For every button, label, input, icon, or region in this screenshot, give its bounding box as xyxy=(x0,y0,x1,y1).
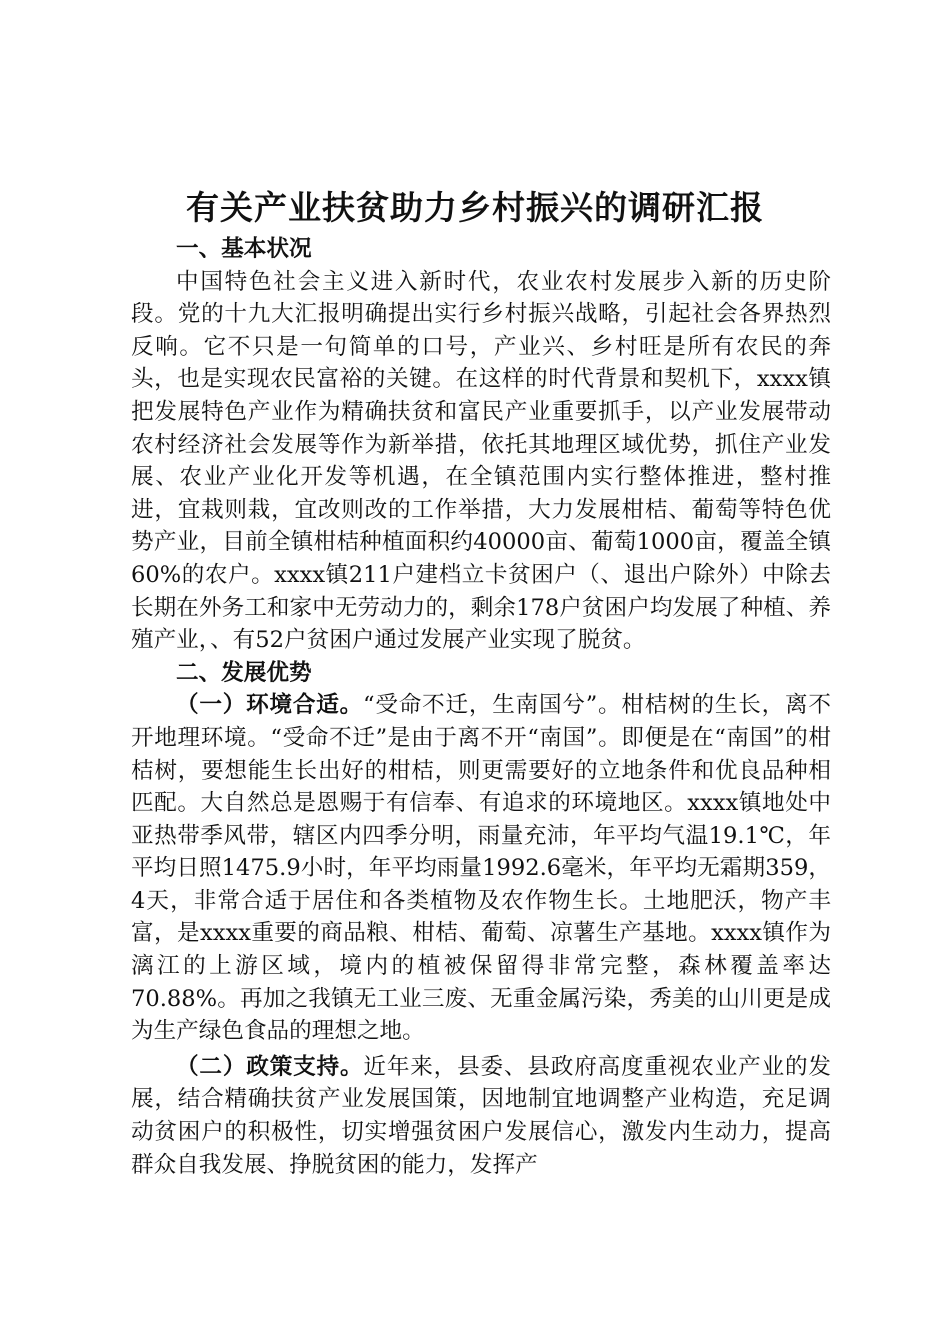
subheading-policy: （二）政策支持。 xyxy=(176,1053,364,1080)
paragraph-environment xyxy=(131,689,831,1048)
document-body xyxy=(131,233,831,1181)
section-heading-basic-situation: 一、基本状况 xyxy=(176,236,312,262)
subheading-environment: （一）环境合适。 xyxy=(176,692,363,719)
document-title: 有关产业扶贫助力乡村振兴的调研汇报 xyxy=(186,188,764,227)
paragraph-policy-text: 近年来，县委、县政府高度重视农业产业的发展，结合精确扶贫产业发展国策，因地制宜地调整产业构造，充足调动贫困户的积极性，切实增强贫困户发展信心，激发内生动力，提高群众自我发展、挣脱贫困的能力，发挥产 xyxy=(131,1053,832,1178)
section-heading-development-advantages: 二、发展优势 xyxy=(176,659,312,686)
paragraph-environment-text: “受命不迁，生南国兮”。柑桔树的生长，离不开地理环境。“受命不迁”是由于离不开“南国”。即便是在“南国”的柑桔树，要想能生长出好的柑桔，则更需要好的立地条件和优良品种相匹配。大自然总是恩赐于有信奉、有追求的环境地区。xxxx镇地处中亚热带季风带，辖区内四季分明，雨量充沛，年平均气温19.1℃，年平均日照1475.9小时，年平均雨量1992.6毫米，年平均无霜期359，4天，非常合适于居住和各类植物及农作物生长。土地肥沃，物产丰富，是xxxx重要的商品粮、柑桔、葡萄、凉薯生产基地。xxxx镇作为漓江的上游区域，境内的植被保留得非常完整，森林覆盖率达70.88%。再加之我镇无工业三废、无重金属污染，秀美的山川更是成为生产绿色食品的理想之地。 xyxy=(131,692,831,1045)
paragraph-policy xyxy=(131,1051,831,1181)
paragraph-basic-situation: 中国特色社会主义进入新时代，农业农村发展步入新的历史阶段。党的十九大汇报明确提出实行乡村振兴战略，引起社会各界热烈反响。它不只是一句简单的口号，产业兴、乡村旺是所有农民的奔头，也是实现农民富裕的关键。在这样的时代背景和契机下，xxxx镇把发展特色产业作为精确扶贫和富民产业重要抓手，以产业发展带动农村经济社会发展等作为新举措，依托其地理区域优势，抓住产业发展、农业产业化开发等机遇，在全镇范围内实行整体推进，整村推进，宜栽则栽，宜改则改的工作举措，大力发展柑桔、葡萄等特色优势产业，目前全镇柑桔种植面积约40000亩、葡萄1000亩，覆盖全镇60%的农户。xxxx镇211户建档立卡贫困户（、退出户除外）中除去长期在外务工和家中无劳动力的，剩余178户贫困户均发展了种植、养殖产业，、有52户贫困户通过发展产业实现了脱贫。 xyxy=(131,268,831,654)
